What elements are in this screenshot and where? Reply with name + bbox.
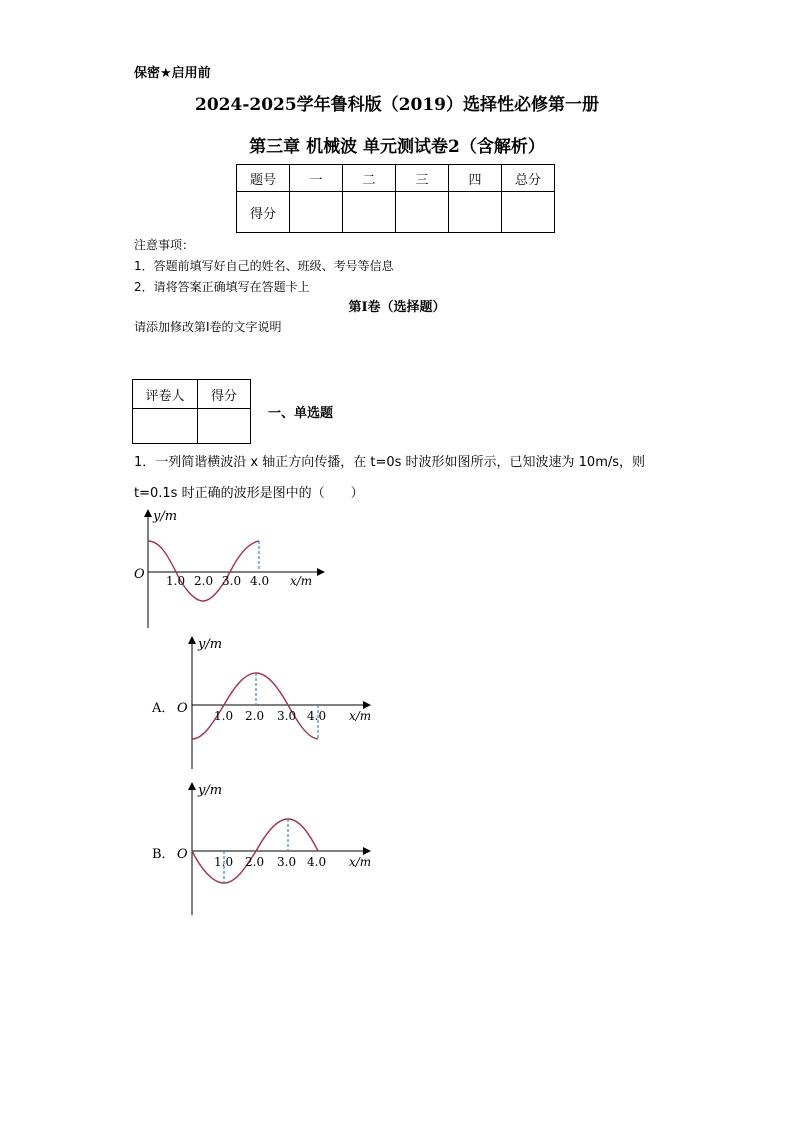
score-row-label: 得分 [237,192,290,233]
notes-item: 2．请将答案正确填写在答题卡上 [134,280,310,294]
wave-curve [192,673,318,739]
x-axis-label: x/m [290,574,313,588]
origin-label: O [177,847,188,862]
score-header: 得分 [198,380,251,409]
notes-item: 1．答题前填写好自己的姓名、班级、考号等信息 [134,259,394,273]
option-a-label: A． [152,701,175,716]
y-axis-label: y/m [198,783,223,798]
tick-label: 3.0 [277,855,297,869]
score-header-cell: 三 [396,165,449,192]
y-axis-label: y/m [153,509,178,524]
option-b-label: B． [152,847,175,862]
x-axis-label: x/m [349,709,372,723]
notes-heading: 注意事项： [134,238,195,252]
confidential-label: 保密★启用前 [134,66,211,81]
score-header-cell: 题号 [237,165,290,192]
score-header-cell: 二 [343,165,396,192]
tick-label: 1.0 [214,855,234,869]
wave-curve [148,541,259,601]
grader-cell [133,409,198,444]
tick-label: 1.0 [166,574,186,588]
tick-label: 3.0 [277,709,297,723]
y-axis-label: y/m [198,637,223,652]
page-subtitle: 第三章 机械波 单元测试卷2（含解析） [249,137,545,157]
score-cell [449,192,502,233]
wave-graph-option-b [172,779,382,919]
score-header-cell: 四 [449,165,502,192]
score-header-cell: 一 [290,165,343,192]
score-cell [290,192,343,233]
score-cell [198,409,251,444]
section-title: 一、单选题 [268,406,334,421]
tick-label: 2.0 [245,855,265,869]
grader-header: 评卷人 [133,380,198,409]
grader-table [132,379,251,444]
tick-label: 4.0 [307,855,327,869]
notes-block [134,235,394,298]
score-header-cell: 总分 [502,165,555,192]
origin-label: O [177,701,188,716]
question-text: 1．一列简谐横波沿 x 轴正方向传播，在 t=0s 时波形如图所示，已知波速为 10m/s，则 [134,455,646,470]
page-title: 2024-2025学年鲁科版（2019）选择性必修第一册 [195,95,599,115]
wave-graph-main [132,504,332,634]
volume-description: 请添加修改第I卷的文字说明 [134,320,282,334]
tick-label: 2.0 [245,709,265,723]
x-axis-label: x/m [349,855,372,869]
origin-label: O [134,567,145,582]
wave-graph-option-a [172,633,382,773]
tick-label: 1.0 [214,709,234,723]
score-cell [502,192,555,233]
tick-label: 3.0 [222,574,242,588]
question-text-line2: t=0.1s 时正确的波形是图中的（ ） [134,486,364,501]
score-cell [396,192,449,233]
tick-label: 2.0 [194,574,214,588]
tick-label: 4.0 [250,574,270,588]
score-table [236,164,555,233]
tick-label: 4.0 [307,709,327,723]
score-cell [343,192,396,233]
volume-title: 第I卷（选择题） [348,300,446,315]
